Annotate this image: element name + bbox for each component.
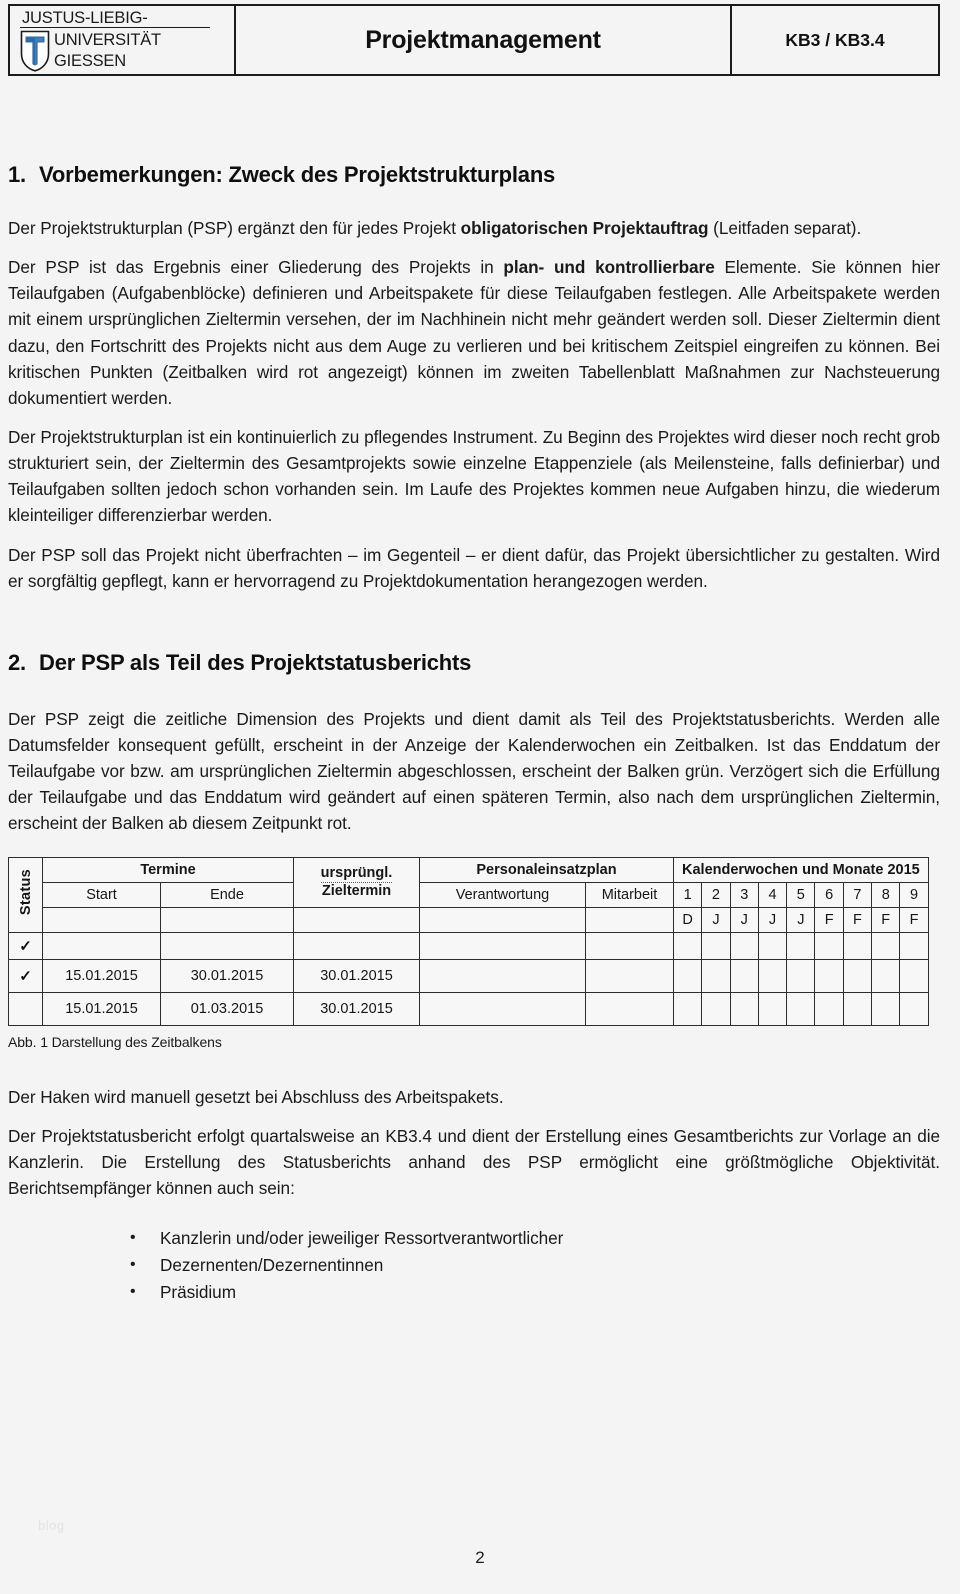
header-kalenderwochen: Kalenderwochen und Monate 2015	[674, 857, 929, 882]
cell-week-3[interactable]	[730, 959, 758, 992]
header-verantwortung: Verantwortung	[420, 882, 586, 907]
header-ende: Ende	[161, 882, 294, 907]
cell-verantwortung[interactable]	[420, 959, 586, 992]
page-watermark: blog	[38, 1518, 65, 1533]
cell-verantwortung[interactable]	[420, 992, 586, 1025]
header-week-5: 5	[787, 882, 815, 907]
cell-week-7[interactable]	[843, 932, 871, 959]
logo-line-universitaet: UNIVERSITÄT	[54, 31, 161, 50]
cell-week-3[interactable]	[730, 932, 758, 959]
cell-week-5-green-bar[interactable]	[787, 959, 815, 992]
cell-week-9[interactable]	[900, 932, 928, 959]
cell-week-8[interactable]	[872, 932, 900, 959]
document-body	[8, 76, 940, 1307]
paragraph: Der Haken wird manuell gesetzt bei Abschluss des Arbeitspakets.	[8, 1086, 504, 1107]
header-month-2: J	[702, 907, 730, 932]
header-month-3: J	[730, 907, 758, 932]
cell-start[interactable]: 15.01.2015	[43, 992, 161, 1025]
cell-status[interactable]	[9, 992, 43, 1025]
header-blank-start	[43, 907, 161, 932]
table-header-row-groups	[9, 857, 929, 882]
header-month-5: J	[787, 907, 815, 932]
header-ursprungl-zieltermin: ursprüngl. Zieltermin	[294, 857, 420, 907]
cell-verantwortung[interactable]	[420, 932, 586, 959]
cell-week-4-green-bar[interactable]	[758, 959, 786, 992]
page-number: 2	[475, 1548, 485, 1567]
paragraph: Der PSP soll das Projekt nicht überfrachten – im Gegenteil – er dient dafür, das Projekt übersichtlicher zu gestalten. Wird er sorgfältig gepflegt, kann er hervorragend zu Projektdokumentation herangezogen werden.	[8, 544, 940, 591]
cell-ende[interactable]	[161, 932, 294, 959]
cell-week-2[interactable]	[702, 932, 730, 959]
header-blank-verantwortung	[420, 907, 586, 932]
header-week-4: 4	[758, 882, 786, 907]
department-code: KB3 / KB3.4	[785, 29, 885, 50]
cell-week-7[interactable]	[843, 959, 871, 992]
section-2-title: Der PSP als Teil des Projektstatusberichts	[39, 649, 472, 675]
emphasis: plan- und kontrollierbare	[503, 257, 715, 278]
cell-week-6[interactable]	[815, 932, 843, 959]
cell-mitarbeit[interactable]	[586, 992, 674, 1025]
cell-zieltermin[interactable]: 30.01.2015	[294, 959, 420, 992]
header-month-4: J	[758, 907, 786, 932]
paragraph: Der PSP ist das Ergebnis einer Gliederung des Projekts in plan- und kontrollierbare Elemente. Sie können hier Teilaufgaben (Aufgabenblöcke) definieren und Arbeitspakete für diese Teilaufgaben festlegen. Alle Arbeitspakete werden mit einem ursprünglichen Zieltermin versehen, der im Nachhinein nicht mehr geändert werden soll. Dieser Zieltermin dient dazu, den Fortschritt des Projekts nicht aus dem Auge zu verlieren und bei kritischem Zeitspiel eingreifen zu können. Bei kritischen Punkten (Zeitbalken wird rot angezeigt) können im zweiten Tabellenblatt Maßnahmen zur Nachsteuerung dokumentiert werden.	[8, 257, 940, 408]
header-week-8: 8	[872, 882, 900, 907]
header-week-3: 3	[730, 882, 758, 907]
cell-zieltermin[interactable]: 30.01.2015	[294, 992, 420, 1025]
list-item: • Präsidium	[8, 1279, 940, 1306]
cell-week-4[interactable]	[758, 932, 786, 959]
status-column-header: Status	[9, 857, 43, 932]
logo-line-giessen: GIESSEN	[54, 51, 126, 70]
header-month-1: D	[674, 907, 702, 932]
header-month-7: F	[843, 907, 871, 932]
shield-icon	[20, 30, 50, 72]
cell-week-1[interactable]	[674, 959, 702, 992]
gantt-table	[8, 857, 929, 1026]
emphasis: obligatorischen Projektauftrag	[460, 218, 709, 238]
header-month-8: F	[872, 907, 900, 932]
table-row	[9, 992, 929, 1025]
section-1-number: 1.	[8, 162, 26, 187]
document-title: Projektmanagement	[365, 25, 601, 54]
paragraph: Der Projektstrukturplan (PSP) ergänzt den für jedes Projekt obligatorischen Projektauftrag (Leitfaden separat).	[8, 218, 862, 238]
department-code-cell	[732, 4, 940, 76]
cell-mitarbeit[interactable]	[586, 959, 674, 992]
university-logo	[20, 8, 210, 73]
header-termine: Termine	[43, 857, 294, 882]
section-2-number: 2.	[8, 649, 26, 675]
section-1-title: Vorbemerkungen: Zweck des Projektstrukturplans	[39, 162, 556, 187]
table-row	[9, 932, 929, 959]
header-blank-zieltermin	[294, 907, 420, 932]
cell-week-3[interactable]	[730, 992, 758, 1025]
figure-zeitbalken	[8, 857, 940, 1026]
cell-week-9-red-bar[interactable]	[900, 992, 928, 1025]
header-month-6: F	[815, 907, 843, 932]
recipient-list	[8, 1225, 940, 1307]
cell-start[interactable]	[43, 932, 161, 959]
header-blank-ende	[161, 907, 294, 932]
cell-week-8[interactable]	[872, 959, 900, 992]
cell-start[interactable]: 15.01.2015	[43, 959, 161, 992]
paragraph: Der Projektstrukturplan ist ein kontinuierlich zu pflegendes Instrument. Zu Beginn des Projektes wird dieser noch recht grob strukturiert sein, der Zieltermin des Gesamtprojekts sowie einzelne Etappenziele (als Meilensteine, falls definierbar) und Teilaufgaben sollten jedoch schon vorhanden sein. Im Laufe des Projektes kommen neue Aufgaben hinzu, die wiederum kleinteiliger differenzierbar werden.	[8, 426, 940, 526]
header-week-1: 1	[674, 882, 702, 907]
header-personaleinsatzplan: Personaleinsatzplan	[420, 857, 674, 882]
cell-mitarbeit[interactable]	[586, 932, 674, 959]
list-item: • Dezernenten/Dezernentinnen	[8, 1252, 940, 1279]
cell-status[interactable]: ✓	[9, 959, 43, 992]
cell-week-5[interactable]	[787, 932, 815, 959]
logo-line-justus-liebig: JUSTUS-LIEBIG-	[20, 10, 210, 29]
cell-week-2[interactable]	[702, 959, 730, 992]
header-week-7: 7	[843, 882, 871, 907]
cell-week-4-green-bar[interactable]	[758, 992, 786, 1025]
cell-week-7-red-bar[interactable]	[843, 992, 871, 1025]
table-header-row-sub	[9, 882, 929, 907]
cell-week-8-red-bar[interactable]	[872, 992, 900, 1025]
cell-week-9[interactable]	[900, 959, 928, 992]
header-start: Start	[43, 882, 161, 907]
paragraph: Der PSP zeigt die zeitliche Dimension des Projekts und dient damit als Teil des Projektstatusberichts. Werden alle Datumsfelder konsequent gefüllt, erscheint in der Anzeige der Kalenderwochen ein Zeitbalken. Ist das Enddatum der Teilaufgabe vor bzw. am ursprünglichen Zieltermin abgeschlossen, erscheint der Balken grün. Verzögert sich die Erfüllung der Teilaufgabe und das Enddatum wird geändert auf einen späteren Termin, also nach dem ursprünglichen Zieltermin, erscheint der Balken ab diesem Zeitpunkt rot.	[8, 708, 940, 834]
cell-status[interactable]: ✓	[9, 932, 43, 959]
header-month-9: F	[900, 907, 928, 932]
cell-week-1[interactable]	[674, 992, 702, 1025]
table-row	[9, 959, 929, 992]
header-week-6: 6	[815, 882, 843, 907]
document-header	[8, 4, 940, 76]
figure-caption: Abb. 1 Darstellung des Zeitbalkens	[8, 1033, 222, 1050]
cell-week-2[interactable]	[702, 992, 730, 1025]
cell-week-1[interactable]	[674, 932, 702, 959]
section-1-heading	[8, 162, 940, 188]
cell-ende[interactable]: 30.01.2015	[161, 959, 294, 992]
paragraph: Der Projektstatusbericht erfolgt quartalsweise an KB3.4 und dient der Erstellung eines Gesamtberichts zur Vorlage an die Kanzlerin. Die Erstellung des Statusberichts anhand des PSP ermöglicht eine größtmögliche Objektivität. Berichtsempfänger können auch sein:	[8, 1125, 940, 1198]
header-blank-mitarbeit	[586, 907, 674, 932]
list-item: • Kanzlerin und/oder jeweiliger Ressortverantwortlicher	[8, 1225, 940, 1252]
document-title-cell	[236, 4, 732, 76]
table-header-row-months	[9, 907, 929, 932]
header-mitarbeit: Mitarbeit	[586, 882, 674, 907]
cell-zieltermin[interactable]	[294, 932, 420, 959]
header-week-9: 9	[900, 882, 928, 907]
university-logo-cell	[8, 4, 236, 76]
cell-week-5-green-bar[interactable]	[787, 992, 815, 1025]
cell-week-6-red-bar[interactable]	[815, 992, 843, 1025]
cell-week-6[interactable]	[815, 959, 843, 992]
header-week-2: 2	[702, 882, 730, 907]
section-2-heading	[8, 650, 940, 676]
cell-ende[interactable]: 01.03.2015	[161, 992, 294, 1025]
